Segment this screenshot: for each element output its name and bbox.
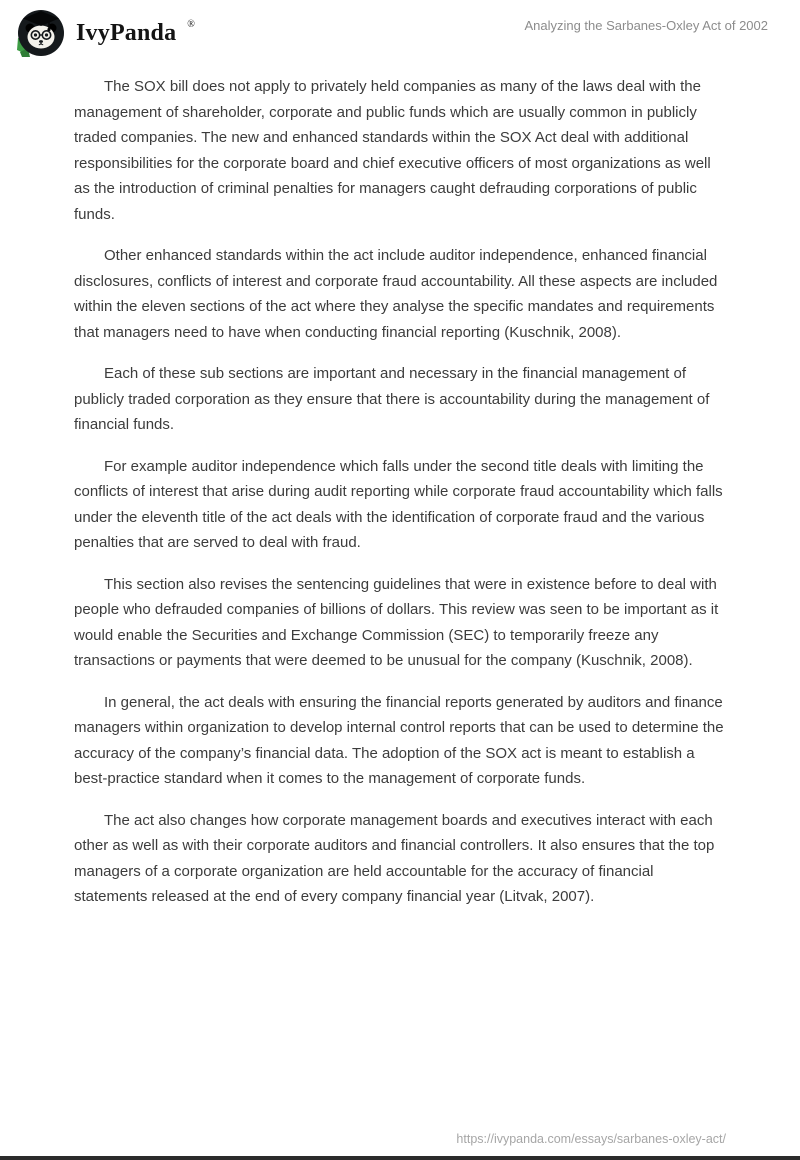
essay-paragraph: Each of these sub sections are important and necessary in the financial management of publicly traded corporation as they ensure that there is accountability during the management of financial funds. <box>74 365 710 433</box>
brand-name: IvyPanda <box>76 19 177 46</box>
essay-body <box>0 64 800 910</box>
brand-logo-link[interactable] <box>16 8 194 58</box>
document-title: Analyzing the Sarbanes-Oxley Act of 2002 <box>524 18 768 33</box>
bottom-bar <box>0 1156 800 1160</box>
ivypanda-panda-logo-icon <box>16 8 66 58</box>
registered-mark: ® <box>187 18 195 30</box>
page-header <box>0 0 800 64</box>
essay-paragraph: The act also changes how corporate management boards and executives interact with each other as well as with their corporate auditors and financial controllers. It also ensures that the top managers of a corporate organization are held accountable for the accuracy of financial statements released at the end of every company financial year (Litvak, 2007). <box>74 811 715 905</box>
essay-paragraph: The SOX bill does not apply to privately held companies as many of the laws deal with the management of shareholder, corporate and public funds which are usually common in publicly traded companies. The new and enhanced standards within the SOX Act deal with additional responsibilities for the corporate board and chief executive officers of most organizations as well as the introduction of criminal penalties for managers caught defrauding corporations of public funds. <box>74 78 711 223</box>
essay-paragraph: This section also revises the sentencing guidelines that were in existence before to deal with people who defrauded companies of billions of dollars. This review was seen to be important as it would enable the Securities and Exchange Commission (SEC) to temporarily freeze any transactions or payments that were deemed to be unusual for the company (Kuschnik, 2008). <box>74 575 719 669</box>
essay-paragraph: In general, the act deals with ensuring the financial reports generated by auditors and finance managers within organization to develop internal control reports that can be used to determine the accuracy of the company’s financial data. The adoption of the SOX act is meant to establish a best-practice standard when it comes to the management of corporate funds. <box>74 693 724 787</box>
essay-paragraph: Other enhanced standards within the act include auditor independence, enhanced financial disclosures, conflicts of interest and corporate fraud accountability. All these aspects are included within the eleven sections of the act where they analyse the specific mandates and requirements that managers need to have when conducting financial reporting (Kuschnik, 2008). <box>74 247 718 341</box>
source-url-link[interactable]: https://ivypanda.com/essays/sarbanes-oxley-act/ <box>456 1132 726 1146</box>
essay-paragraph: For example auditor independence which falls under the second title deals with limiting the conflicts of interest that arise during audit reporting while corporate fraud accountability which falls under the eleventh title of the act deals with the identification of corporate fraud and the various penalties that are served to deal with fraud. <box>74 457 723 551</box>
